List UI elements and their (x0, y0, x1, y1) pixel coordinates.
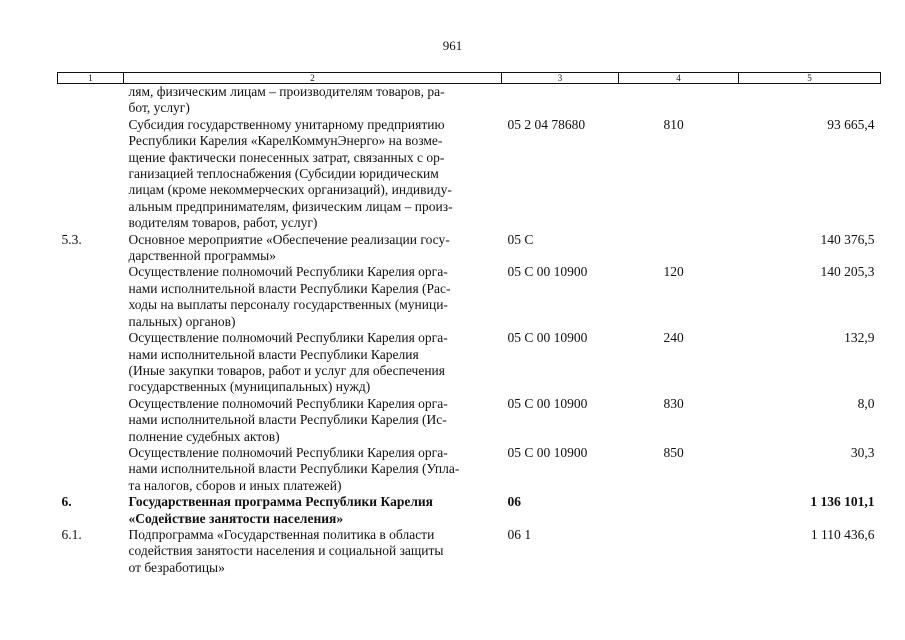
row-number (58, 330, 124, 396)
row-name-line: Субсидия государственному унитарному предприятию (128, 116, 445, 132)
row-name (124, 494, 502, 527)
column-header-2: 2 (124, 73, 502, 84)
row-amount: 1 110 436,6 (810, 526, 875, 542)
row-name (124, 117, 502, 232)
row-expense-type (619, 527, 739, 576)
row-name-line: полнение судебных актов) (128, 428, 280, 444)
row-amount: 8,0 (857, 395, 875, 411)
budget-table (57, 72, 881, 576)
page-number: 961 (442, 38, 463, 53)
row-amount (739, 84, 881, 117)
row-target-code: 05 С (507, 231, 534, 247)
row-name-line: та налогов, сборов и иных платежей) (128, 477, 342, 493)
row-number: 6.1. (61, 526, 82, 542)
row-expense-type: 830 (663, 395, 684, 411)
table-body (58, 84, 881, 577)
row-target-code: 05 С 00 10900 (507, 395, 588, 411)
row-name-line: содействия занятости населения и социальной защиты (128, 543, 444, 559)
column-header-3: 3 (502, 73, 619, 84)
row-target-code: 05 2 04 78680 (507, 116, 586, 132)
row-expense-type: 810 (663, 116, 684, 132)
row-name (124, 84, 502, 117)
row-name (124, 232, 502, 265)
row-expense-type: 240 (663, 330, 684, 346)
row-name (124, 396, 502, 445)
row-name-line: альным предпринимателям, физическим лицам – произ- (128, 198, 453, 214)
table-row (58, 396, 881, 445)
row-expense-type (619, 84, 739, 117)
row-amount: 140 205,3 (820, 264, 875, 280)
table-row (58, 117, 881, 232)
row-target-code (502, 84, 619, 117)
column-number-header (58, 73, 881, 84)
row-name-line: Государственная программа Республики Карелия (128, 494, 433, 510)
row-number (58, 264, 124, 330)
row-number (58, 445, 124, 494)
row-name-line: Осуществление полномочий Республики Карелия орга- (128, 264, 448, 280)
row-name-line: водителям товаров, работ, услуг) (128, 215, 318, 231)
row-target-code: 05 С 00 10900 (507, 330, 588, 346)
column-header-1: 1 (58, 73, 124, 84)
row-amount: 1 136 101,1 (810, 494, 875, 510)
row-name-line: Основное мероприятие «Обеспечение реализации госу- (128, 231, 450, 247)
row-name (124, 264, 502, 330)
row-name-line: дарственной программы» (128, 248, 276, 264)
row-name-line: от безработицы» (128, 559, 225, 575)
row-name-line: Подпрограмма «Государственная политика в области (128, 526, 435, 542)
row-name-line: Осуществление полномочий Республики Карелия орга- (128, 444, 448, 460)
row-number: 5.3. (61, 231, 82, 247)
row-name-line: Республики Карелия «КарелКоммунЭнерго» на возме- (128, 133, 443, 149)
row-number (58, 117, 124, 232)
row-name-line: нами исполнительной власти Республики Карелия (Упла- (128, 461, 460, 477)
row-number (58, 84, 124, 117)
row-number (58, 396, 124, 445)
row-name-line: бот, услуг) (128, 100, 190, 116)
row-name-line: ходы на выплаты персоналу государственных (муници- (128, 297, 448, 313)
row-name-line: «Содействие занятости населения» (128, 510, 344, 526)
row-target-code: 05 С 00 10900 (507, 264, 588, 280)
row-name-line: ганизацией теплоснабжения (Субсидии юридическим (128, 166, 439, 182)
column-header-4: 4 (619, 73, 739, 84)
row-name-line: лицам (кроме некоммерческих организаций), индивиду- (128, 182, 452, 198)
table-row (58, 232, 881, 265)
row-expense-type: 120 (663, 264, 684, 280)
table-row (58, 330, 881, 396)
row-amount: 132,9 (844, 330, 875, 346)
row-amount: 30,3 (850, 444, 875, 460)
row-name (124, 527, 502, 576)
row-name (124, 330, 502, 396)
row-expense-type (619, 494, 739, 527)
row-name-line: пальных) органов) (128, 313, 236, 329)
row-amount: 140 376,5 (820, 231, 875, 247)
row-amount: 93 665,4 (827, 116, 875, 132)
row-name-line: лям, физическим лицам – производителям товаров, ра- (128, 84, 445, 99)
row-name-line: нами исполнительной власти Республики Карелия (Рас- (128, 280, 451, 296)
row-name-line: государственных (муниципальных) нужд) (128, 379, 371, 395)
row-name-line: (Иные закупки товаров, работ и услуг для обеспечения (128, 362, 445, 378)
row-number: 6. (61, 494, 72, 510)
row-expense-type: 850 (663, 444, 684, 460)
row-name (124, 445, 502, 494)
row-name-line: нами исполнительной власти Республики Карелия (128, 346, 419, 362)
table-row (58, 445, 881, 494)
row-name-line: нами исполнительной власти Республики Карелия (Ис- (128, 412, 447, 428)
row-expense-type (619, 232, 739, 265)
row-target-code: 05 С 00 10900 (507, 444, 588, 460)
row-name-line: Осуществление полномочий Республики Карелия орга- (128, 395, 448, 411)
table-row (58, 494, 881, 527)
row-name-line: щение фактически понесенных затрат, связанных с ор- (128, 149, 445, 165)
table-row (58, 527, 881, 576)
table-row (58, 84, 881, 117)
column-header-5: 5 (739, 73, 881, 84)
row-target-code: 06 1 (507, 526, 532, 542)
row-target-code: 06 (507, 494, 521, 510)
table-row (58, 264, 881, 330)
row-name-line: Осуществление полномочий Республики Карелия орга- (128, 330, 448, 346)
